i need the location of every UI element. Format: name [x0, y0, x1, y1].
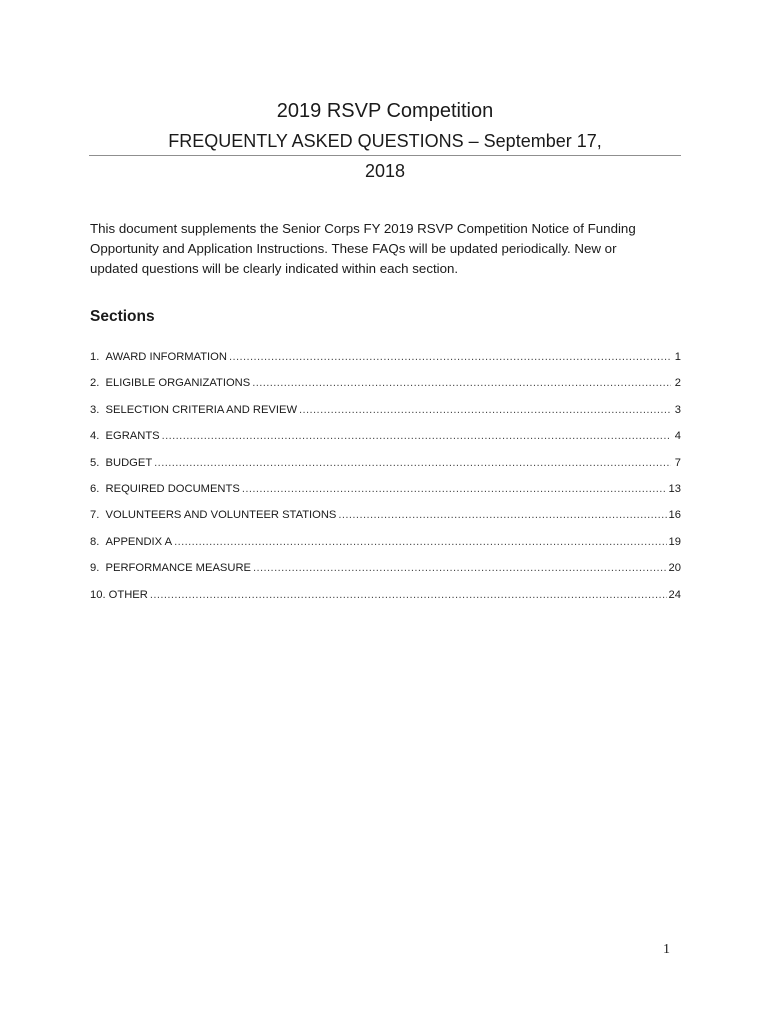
toc-label: EGRANTS [105, 430, 160, 443]
toc-page-number: 24 [668, 588, 681, 601]
toc-number: 6. [90, 482, 106, 495]
toc-label: PERFORMANCE MEASURE [105, 562, 252, 575]
table-of-contents [90, 348, 681, 612]
toc-page-number: 13 [668, 482, 681, 495]
toc-page-number: 3 [674, 403, 681, 416]
toc-leader-dots [253, 559, 667, 577]
toc-label: SELECTION CRITERIA AND REVIEW [105, 403, 298, 416]
toc-label: APPENDIX A [105, 535, 173, 548]
toc-label: ELIGIBLE ORGANIZATIONS [105, 377, 251, 390]
toc-page-number: 16 [668, 509, 681, 522]
toc-label: REQUIRED DOCUMENTS [105, 482, 240, 495]
toc-number: 8. [90, 535, 106, 548]
toc-page-number: 1 [674, 351, 681, 363]
toc-leader-dots [229, 348, 671, 366]
sections-heading: Sections [90, 308, 155, 325]
toc-leader-dots [242, 480, 667, 498]
toc-entry-performance-measure[interactable] [90, 559, 681, 585]
intro-paragraph: This document supplements the Senior Corps FY 2019 RSVP Competition Notice of Funding Opportunity and Application Instructions. These FAQs will be updated periodically. New or updated questions will be clearly indicated within each section. [90, 221, 636, 276]
toc-leader-dots [299, 401, 671, 419]
document-title: 2019 RSVP Competition [276, 100, 494, 122]
toc-leader-dots [174, 533, 666, 551]
toc-leader-dots [252, 374, 671, 392]
toc-entry-eligible-organizations[interactable] [90, 374, 681, 400]
toc-label: VOLUNTEERS AND VOLUNTEER STATIONS [105, 509, 337, 522]
toc-label: AWARD INFORMATION [105, 351, 227, 363]
toc-number: 3. [90, 403, 106, 416]
toc-page-number: 20 [668, 562, 681, 575]
toc-page-number: 7 [674, 456, 681, 469]
toc-number: 1. [90, 351, 106, 363]
toc-entry-required-documents[interactable] [90, 480, 681, 506]
toc-number: 7. [90, 509, 106, 522]
toc-entry-egrants[interactable] [90, 427, 681, 453]
toc-page-number: 4 [674, 430, 681, 443]
toc-page-number: 2 [674, 377, 681, 390]
toc-number: 10. [90, 588, 109, 601]
document-subtitle-year: 2018 [364, 161, 406, 181]
toc-label: BUDGET [105, 456, 153, 469]
toc-number: 9. [90, 562, 106, 575]
toc-leader-dots [150, 586, 667, 604]
page-number: 1 [663, 942, 670, 957]
toc-entry-selection-criteria[interactable] [90, 401, 681, 427]
toc-entry-appendix-a[interactable] [90, 533, 681, 559]
toc-entry-other[interactable] [90, 586, 681, 612]
toc-number: 2. [90, 377, 106, 390]
toc-number: 5. [90, 456, 106, 469]
document-subtitle: FREQUENTLY ASKED QUESTIONS – September 17, [168, 131, 602, 151]
toc-number: 4. [90, 430, 106, 443]
toc-leader-dots [162, 427, 671, 445]
toc-entry-budget[interactable] [90, 454, 681, 480]
title-divider [89, 155, 681, 156]
toc-entry-award-information[interactable] [90, 348, 681, 374]
toc-leader-dots [154, 454, 671, 472]
toc-page-number: 19 [668, 535, 681, 548]
toc-entry-volunteers[interactable] [90, 506, 681, 532]
toc-label: OTHER [108, 588, 148, 601]
toc-leader-dots [338, 506, 666, 524]
